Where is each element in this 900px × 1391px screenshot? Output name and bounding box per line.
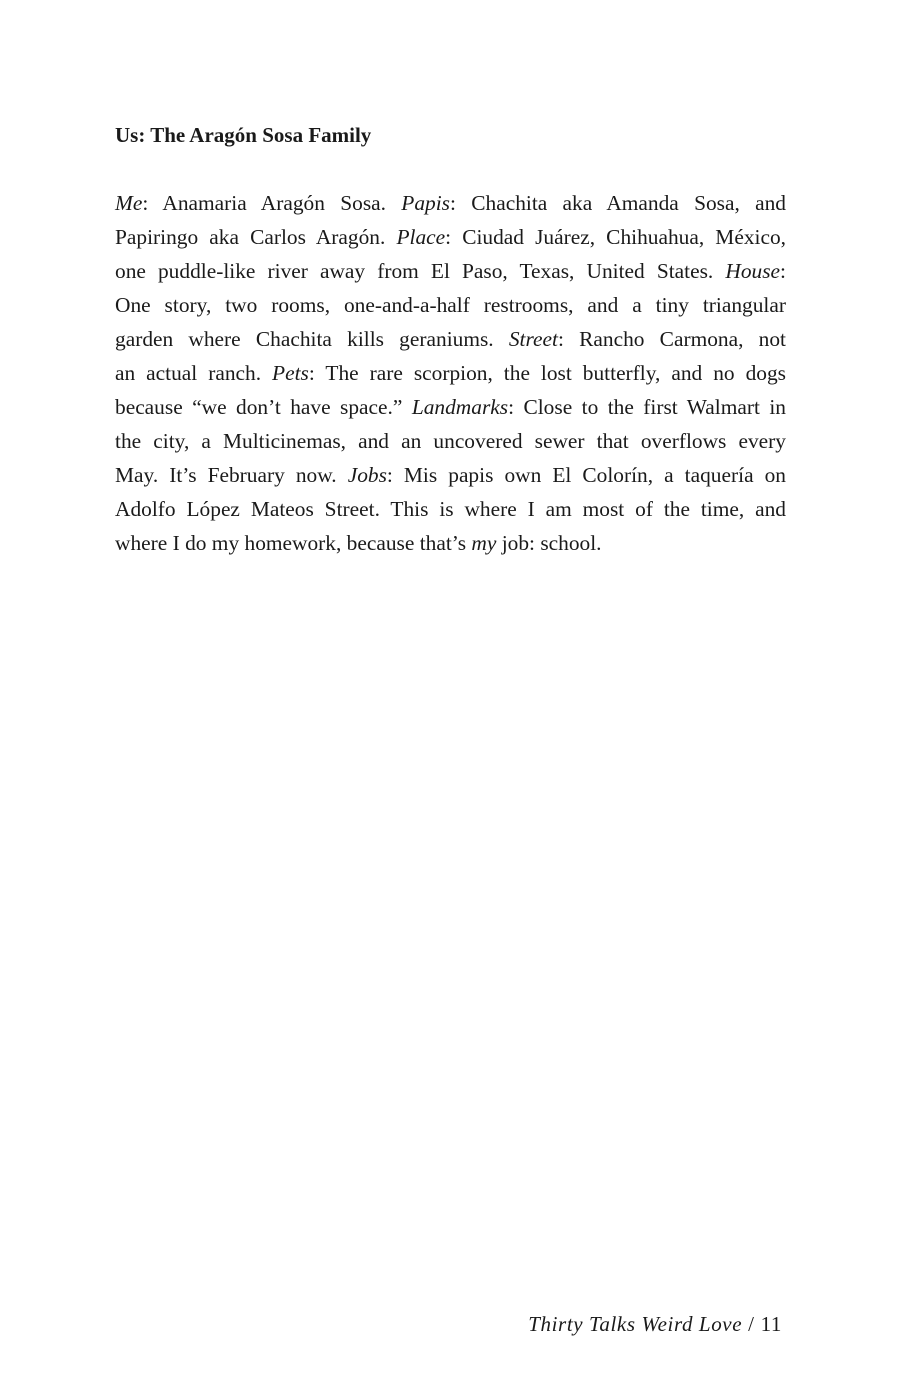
body-paragraph	[115, 186, 786, 560]
text-run: the city, a Multicinemas, and an uncovered sewer that overflows every	[115, 429, 786, 453]
text-run: Papiringo aka Carlos Aragón.	[115, 225, 397, 249]
text-run: May. It’s February now.	[115, 463, 348, 487]
italic-term: Place	[396, 225, 446, 249]
text-run: : The rare scorpion, the lost butterfly, and no dogs	[308, 361, 786, 385]
text-run: an actual ranch.	[115, 361, 273, 385]
text-run: where I do my homework, because that’s	[115, 531, 472, 555]
text-line	[115, 186, 786, 220]
text-run: : Mis papis own El Colorín, a taquería on	[386, 463, 786, 487]
italic-term: Landmarks	[411, 395, 509, 419]
text-line	[115, 322, 786, 356]
italic-term: Me	[115, 191, 143, 215]
running-footer	[528, 1309, 782, 1339]
text-line	[115, 492, 786, 526]
text-run: :	[780, 259, 786, 283]
text-run: garden where Chachita kills geraniums.	[115, 327, 509, 351]
text-run: : Ciudad Juárez, Chihuahua, México,	[445, 225, 786, 249]
text-run: Adolfo López Mateos Street. This is where I am most of the time, and	[115, 497, 786, 521]
italic-term: Pets	[272, 361, 309, 385]
text-line	[115, 356, 786, 390]
text-run: : Close to the first Walmart in	[508, 395, 786, 419]
text-run: : Rancho Carmona, not	[557, 327, 786, 351]
text-line	[115, 458, 786, 492]
section-heading: Us: The Aragón Sosa Family	[115, 123, 372, 147]
text-line	[115, 526, 786, 560]
text-line	[115, 424, 786, 458]
text-line	[115, 254, 786, 288]
italic-term: Jobs	[347, 463, 387, 487]
text-run: : Anamaria Aragón Sosa.	[142, 191, 402, 215]
footer-book-title: Thirty Talks Weird Love	[528, 1312, 743, 1336]
text-line	[115, 288, 786, 322]
text-run: one puddle-like river away from El Paso, Texas, United States.	[115, 259, 726, 283]
italic-term: my	[471, 531, 497, 555]
text-run: One story, two rooms, one-and-a-half restrooms, and a tiny triangular	[115, 293, 786, 317]
text-run: : Chachita aka Amanda Sosa, and	[450, 191, 786, 215]
italic-term: Papis	[401, 191, 451, 215]
text-run: job: school.	[496, 531, 602, 555]
italic-term: Street	[508, 327, 558, 351]
italic-term: House	[725, 259, 781, 283]
page-number: 11	[760, 1312, 782, 1336]
footer-separator: /	[748, 1312, 755, 1336]
text-line	[115, 390, 786, 424]
text-line	[115, 220, 786, 254]
text-run: because “we don’t have space.”	[115, 395, 412, 419]
